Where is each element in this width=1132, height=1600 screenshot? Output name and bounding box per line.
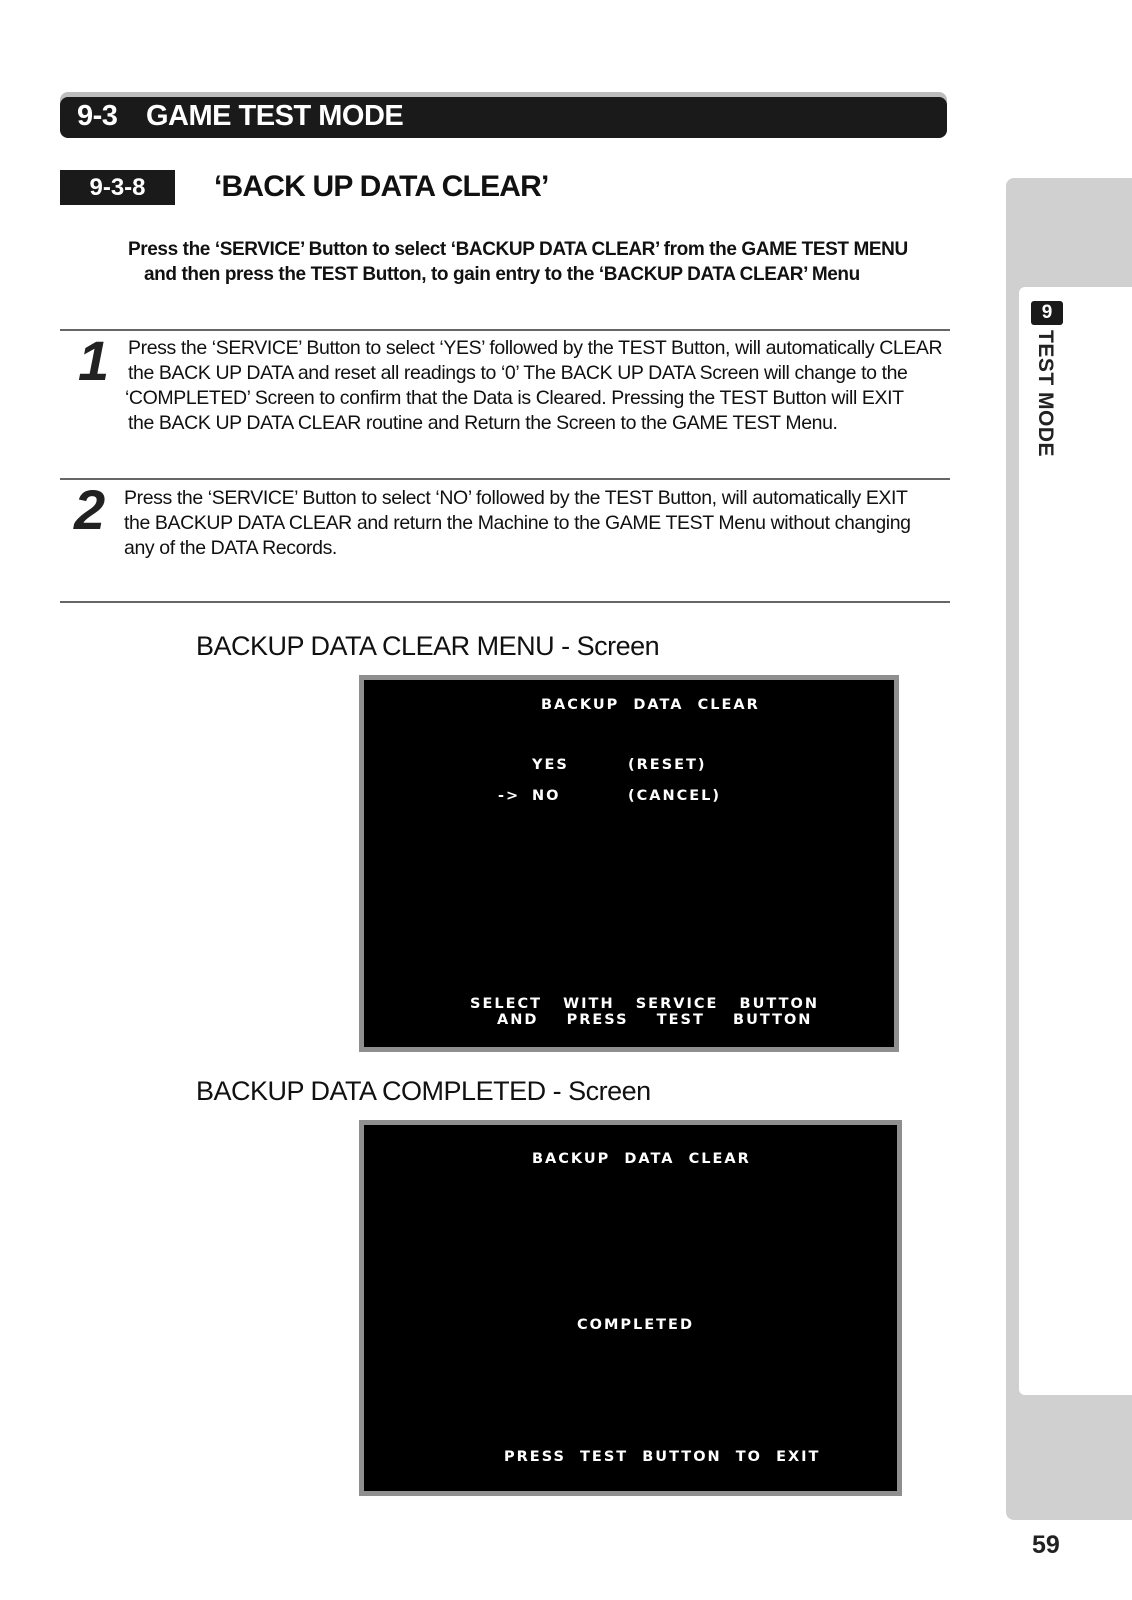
backup-data-clear-menu-screen [359, 675, 899, 1052]
step-number: 1 [78, 329, 110, 392]
step-line: Press the ‘SERVICE’ Button to select ‘NO’ followed by the TEST Button, will automatically EXIT [124, 487, 908, 509]
divider [60, 478, 950, 480]
chapter-number-badge: 9 [1031, 301, 1063, 325]
option-no: NO [532, 788, 561, 804]
option-yes-description: (RESET) [628, 757, 707, 773]
step-line: the BACK UP DATA CLEAR routine and Return the Screen to the GAME TEST Menu. [128, 412, 838, 434]
backup-data-completed-screen [359, 1120, 902, 1496]
step-line: ‘COMPLETED’ Screen to confirm that the Data is Cleared. Pressing the TEST Button will EXIT [125, 387, 904, 409]
screen-footer: PRESS TEST BUTTON TO EXIT [504, 1449, 821, 1465]
screen-title: BACKUP DATA CLEAR [541, 697, 760, 713]
screen-title: BACKUP DATA CLEAR [532, 1151, 751, 1167]
step-line: the BACK UP DATA and reset all readings to ‘0’ The BACK UP DATA Screen will change to the [128, 362, 908, 384]
chapter-label: TEST MODE [1034, 330, 1057, 458]
step-line: any of the DATA Records. [124, 537, 337, 559]
step-number: 2 [74, 478, 106, 541]
intro-line-1: Press the ‘SERVICE’ Button to select ‘BACKUP DATA CLEAR’ from the GAME TEST MENU [128, 239, 908, 260]
completed-screen-heading: BACKUP DATA COMPLETED - Screen [196, 1076, 651, 1106]
step-line: Press the ‘SERVICE’ Button to select ‘YES’ followed by the TEST Button, will automatically CLEAR [128, 337, 943, 359]
subsection-number-badge: 9-3-8 [60, 170, 175, 205]
step-line: the BACKUP DATA CLEAR and return the Machine to the GAME TEST Menu without changing [124, 512, 911, 534]
divider [60, 601, 950, 603]
section-header-bar [60, 97, 947, 138]
intro-line-2: and then press the TEST Button, to gain entry to the ‘BACKUP DATA CLEAR’ Menu [144, 264, 860, 285]
divider [60, 329, 950, 331]
option-yes: YES [532, 757, 569, 773]
option-no-description: (CANCEL) [628, 788, 722, 804]
subsection-title: ‘BACK UP DATA CLEAR’ [214, 170, 549, 203]
section-number: 9-3 [77, 100, 118, 132]
section-title: GAME TEST MODE [146, 100, 404, 132]
step-1-text [125, 336, 943, 436]
menu-screen-heading: BACKUP DATA CLEAR MENU - Screen [196, 631, 660, 661]
step-2-text [124, 486, 911, 561]
intro-text [128, 237, 928, 287]
completed-message: COMPLETED [577, 1317, 695, 1333]
cursor-arrow: -> [498, 788, 521, 804]
screen-footer-line-2: AND PRESS TEST BUTTON [497, 1012, 813, 1028]
page-number: 59 [1032, 1531, 1060, 1559]
screen-footer-line-1: SELECT WITH SERVICE BUTTON [470, 996, 819, 1012]
